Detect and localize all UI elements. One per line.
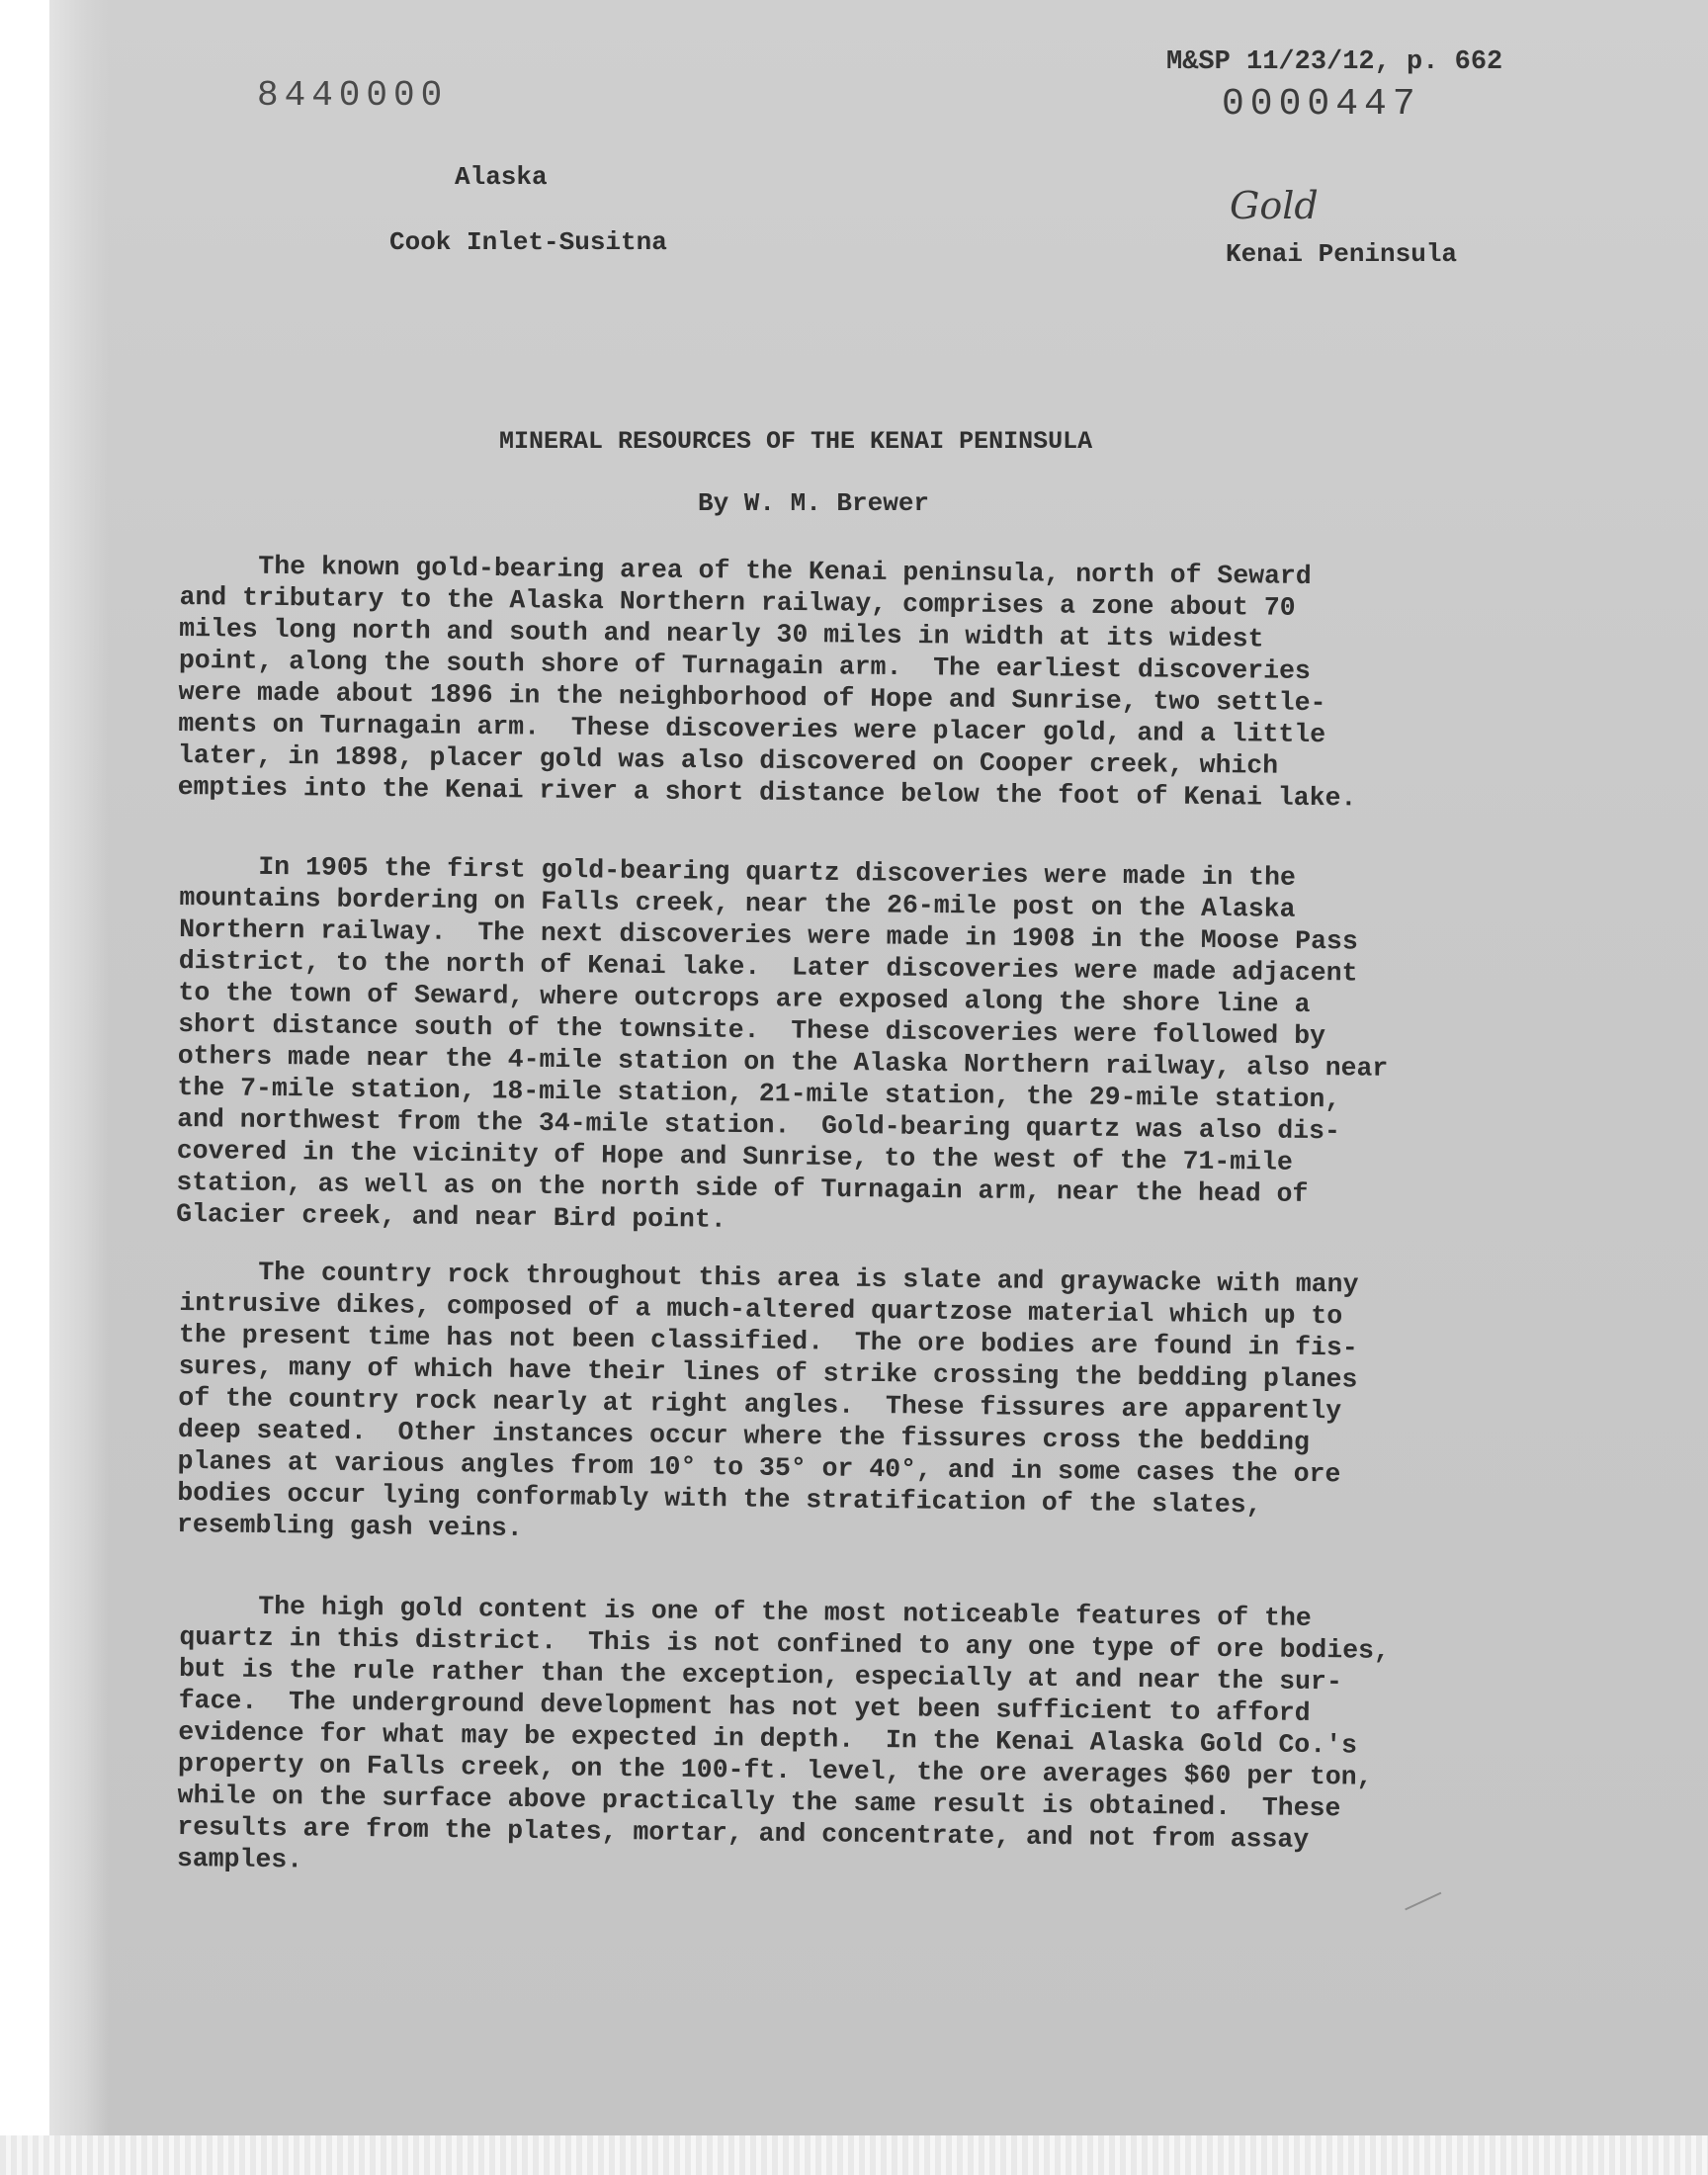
paragraph-4: The high gold content is one of the most noticeable features of the quartz in this district. This is not confined to any one type of ore bodies, but is the rule rather than the exception, especially at and near the sur- face. The underground development has not yet been sufficient to afford evidence for what may be expected in depth. In the Kenai Alaska Gold Co.'s property on Falls creek, on the 100-ft. level, the ore averages $60 per ton, while on the surface above practically the same result is obtained. These results are from the plates, mortar, and concentrate, and not from assay samples. — [176, 1590, 1391, 1875]
paragraph-2: In 1905 the first gold-bearing quartz discoveries were made in the mountains bordering on Falls creek, near the 26-mile post on the Alaska Northern railway. The next discoveries were made in 1908 in the Moose Pass district, to the north of Kenai lake. Later discoveries were made adjacent to the town of Seward, where outcrops are exposed along the shore line a short distance south of the townsite. These discoveries were followed by others made near the 4-mile station on the Alaska Northern railway, also near the 7-mile station, 18-mile station, 21-mile station, the 29-mile station, and northwest from the 34-mile station. Gold-bearing quartz was also dis- covered in the vicinity of Hope and Sunrise, to the west of the 71-mile station, as well as on the north side of Turnagain arm, near the head of Glacier creek, and near Bird point. — [175, 850, 1389, 1235]
reference-note: M&SP 11/23/12, p. 662 — [1166, 47, 1503, 77]
author-byline: By W. M. Brewer — [698, 488, 930, 518]
document-page — [49, 0, 1708, 2135]
archive-stamp-right: 0000447 — [1222, 83, 1421, 126]
handwritten-note: Gold — [1230, 184, 1319, 227]
document-title: MINERAL RESOURCES OF THE KENAI PENINSULA — [499, 427, 1093, 456]
state-heading: Alaska — [455, 162, 548, 192]
scan-edge — [0, 2135, 1708, 2175]
archive-stamp-left: 8440000 — [257, 75, 449, 116]
paragraph-3: The country rock throughout this area is slate and graywacke with many intrusive dikes, composed of a much-altered quartzose material which up to the present time has not been classified. The ore bodies are found in fis- sures, many of which have their lines of strike crossing the bedding planes of the country rock nearly at right angles. These fissures are apparently deep seated. Other instances occur where the fissures cross the bedding planes at various angles from 10° to 35° or 40°, and in some cases the ore bodies occur lying conformably with the stratification of the slates, resembling gash veins. — [176, 1256, 1359, 1543]
pencil-mark — [1405, 1892, 1442, 1912]
region-heading: Cook Inlet-Susitna — [389, 227, 667, 257]
paragraph-1: The known gold-bearing area of the Kenai peninsula, north of Seward and tributary to the Alaska Northern railway, comprises a zone about 70 miles long north and south and nearly 30 miles in width at its widest point, along the south shore of Turnagain arm. The earliest discoveries were made about 1896 in the neighborhood of Hope and Sunrise, two settle- ments on Turnagain arm. These discoveries were placer gold, and a little later, in 1898, placer gold was also discovered on Cooper creek, which empties into the Kenai river a short distance below the foot of Kenai lake. — [177, 550, 1357, 814]
subject-heading: Kenai Peninsula — [1226, 239, 1458, 269]
